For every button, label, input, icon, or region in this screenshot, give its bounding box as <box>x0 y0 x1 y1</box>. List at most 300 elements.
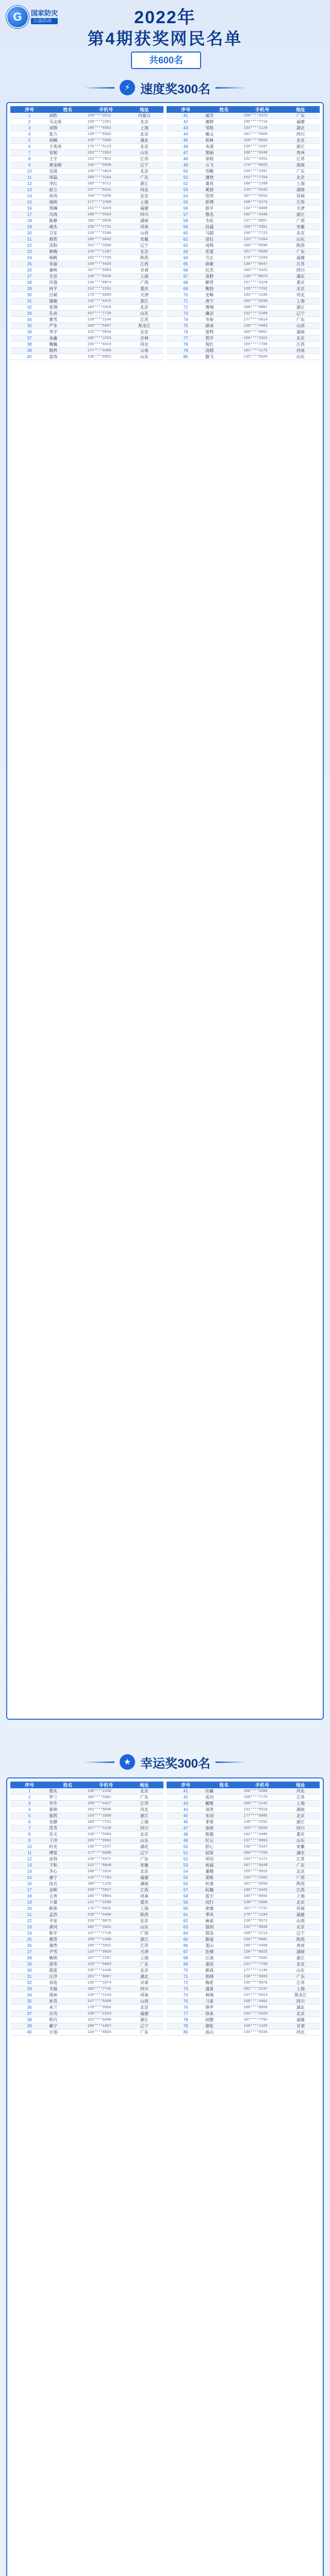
cell-phone: 135****5546 <box>243 354 282 360</box>
cell-no: 53 <box>167 1862 205 1869</box>
cell-phone: 187****5548 <box>243 1862 282 1869</box>
cell-no: 78 <box>167 2017 205 2023</box>
cell-phone: 155****6629 <box>243 1825 282 1832</box>
cell-phone: 189****5587 <box>87 323 125 329</box>
cell-prov: 江西 <box>125 1887 163 1893</box>
cell-name: 乐天 <box>48 1832 87 1838</box>
cell-phone: 178****6605 <box>87 292 125 298</box>
cell-no: 63 <box>167 1924 205 1930</box>
cell-prov: 北京 <box>282 175 320 181</box>
cell-no: 57 <box>167 1887 205 1893</box>
cell-prov: 江西 <box>125 261 163 267</box>
cell-phone: 150****3337 <box>243 1844 282 1850</box>
cell-no: 73 <box>167 311 205 317</box>
cell-name: 许强 <box>48 280 87 286</box>
cell-prov: 安徽 <box>125 1862 163 1869</box>
cell-name: 蒋欣 <box>48 236 87 243</box>
table-row <box>167 1968 320 1974</box>
cell-prov: 河北 <box>282 2029 320 2036</box>
cell-name: 奚蓉 <box>205 187 243 193</box>
cell-name: 臧宁 <box>48 2023 87 2029</box>
cell-no: 15 <box>10 1875 48 1881</box>
table-row <box>10 329 163 335</box>
cell-prov: 江苏 <box>282 1980 320 1986</box>
table-row <box>10 298 163 304</box>
cell-phone: 152****7764 <box>243 175 282 181</box>
table-row <box>10 193 163 199</box>
table-row <box>167 224 320 230</box>
cell-no: 5 <box>10 1813 48 1819</box>
cell-prov: 上海 <box>282 1986 320 1992</box>
cell-phone: 136****4426 <box>243 1887 282 1893</box>
cell-no: 8 <box>10 156 48 162</box>
cell-prov: 甘肃 <box>125 1980 163 1986</box>
cell-no: 66 <box>167 267 205 274</box>
table-row <box>167 311 320 317</box>
cell-no: 35 <box>10 1998 48 2005</box>
cell-prov: 江苏 <box>282 261 320 267</box>
cell-no: 79 <box>167 2023 205 2029</box>
cell-name: 刘欣 <box>48 113 87 119</box>
cell-no: 74 <box>167 1992 205 1998</box>
cell-phone: 182****2247 <box>243 1986 282 1992</box>
cell-phone: 188****2214 <box>243 1930 282 1937</box>
cell-phone: 155****9970 <box>243 1980 282 1986</box>
column-header-no: 序号 <box>167 106 205 113</box>
cell-prov: 北京 <box>125 168 163 175</box>
table-row <box>10 119 163 125</box>
column-header-name: 姓名 <box>48 106 87 113</box>
cell-name: 倪红 <box>205 342 243 348</box>
cell-prov: 山东 <box>125 1838 163 1844</box>
cell-name: 尤佳 <box>48 274 87 280</box>
table-row <box>167 131 320 138</box>
cell-prov: 湖南 <box>282 329 320 335</box>
table-row <box>10 1788 163 1794</box>
cell-prov: 福建 <box>282 1912 320 1918</box>
cell-no: 34 <box>10 317 48 323</box>
cell-no: 22 <box>10 243 48 249</box>
cell-phone: 187****7792 <box>243 2017 282 2023</box>
title-decor-left <box>84 1761 114 1763</box>
table-row <box>167 206 320 212</box>
cell-phone: 189****5552 <box>87 1943 125 1949</box>
table-row <box>167 181 320 187</box>
cell-prov: 山东 <box>282 236 320 243</box>
cell-phone: 181****1175 <box>243 348 282 354</box>
cell-phone: 183****3318 <box>87 304 125 311</box>
table-row <box>167 236 320 243</box>
cell-prov: 湖北 <box>282 274 320 280</box>
cell-phone: 185****7716 <box>243 119 282 125</box>
cell-prov: 重庆 <box>125 286 163 292</box>
cell-no: 12 <box>10 181 48 187</box>
cell-name: 唐宁 <box>205 298 243 304</box>
cell-phone: 135****4430 <box>87 1968 125 1974</box>
cell-name: 邹凯 <box>205 125 243 131</box>
table-row <box>10 144 163 150</box>
cell-phone: 133****3309 <box>87 1813 125 1819</box>
table-row <box>10 218 163 224</box>
table-row <box>10 311 163 317</box>
cell-prov: 四川 <box>282 131 320 138</box>
cell-no: 73 <box>167 1986 205 1992</box>
cell-no: 36 <box>10 329 48 335</box>
table-row <box>167 156 320 162</box>
cell-name: 薛冰 <box>205 323 243 329</box>
cell-phone: 178****2209 <box>243 255 282 261</box>
cell-name: 云飞 <box>205 162 243 168</box>
cell-prov: 江苏 <box>125 1943 163 1949</box>
cell-no: 16 <box>10 1881 48 1887</box>
cell-name: 皮特 <box>48 1856 87 1862</box>
cell-phone: 157****7720 <box>87 311 125 317</box>
table-row <box>167 1862 320 1869</box>
cell-prov: 湖南 <box>125 218 163 224</box>
cell-name: 庞统 <box>205 1825 243 1832</box>
cell-no: 54 <box>167 1869 205 1875</box>
cell-phone: 134****6681 <box>243 1937 282 1943</box>
cell-no: 18 <box>10 218 48 224</box>
winners-column <box>167 106 320 360</box>
cell-no: 62 <box>167 243 205 249</box>
cell-phone: 157****5589 <box>87 1998 125 2005</box>
cell-name: 路遥 <box>205 1937 243 1943</box>
cell-no: 41 <box>167 1788 205 1794</box>
cell-phone: 137****7718 <box>87 1930 125 1937</box>
cell-name: 娄山 <box>205 1943 243 1949</box>
cell-name: 马超 <box>205 230 243 236</box>
cell-phone: 131****5519 <box>243 1807 282 1813</box>
table-row <box>167 218 320 224</box>
cell-prov: 重庆 <box>282 280 320 286</box>
page-title: 第4期获奖网民名单 <box>87 29 243 48</box>
cell-name: 危楼 <box>205 1949 243 1955</box>
table-row <box>10 1906 163 1912</box>
table-row <box>167 2029 320 2036</box>
cell-name: 傅雷 <box>48 1850 87 1856</box>
table-row <box>10 1918 163 1924</box>
cell-prov: 北京 <box>125 1832 163 1838</box>
cell-name: 杜甫 <box>205 1881 243 1887</box>
cell-prov: 湖南 <box>282 1807 320 1813</box>
table-row <box>167 267 320 274</box>
table-row <box>167 175 320 181</box>
table-row <box>167 342 320 348</box>
table-row <box>10 1937 163 1943</box>
cell-name: 柳青 <box>205 280 243 286</box>
cell-phone: 188****3316 <box>87 1869 125 1875</box>
cell-prov: 辽宁 <box>125 1850 163 1856</box>
cell-name: 尹雪 <box>48 1949 87 1955</box>
cell-phone: 177****4408 <box>87 348 125 354</box>
table-row <box>10 304 163 311</box>
cell-no: 24 <box>10 1930 48 1937</box>
cell-name: 项羽 <box>205 1856 243 1862</box>
cell-no: 6 <box>10 144 48 150</box>
table-row <box>10 1838 163 1844</box>
table-row <box>167 335 320 342</box>
table-row <box>10 175 163 181</box>
table-row <box>167 249 320 255</box>
cell-prov: 上海 <box>282 298 320 304</box>
cell-no: 2 <box>10 119 48 125</box>
cell-prov: 上海 <box>125 274 163 280</box>
cell-no: 43 <box>167 125 205 131</box>
cell-no: 55 <box>167 199 205 206</box>
cell-prov: 浙江 <box>125 1937 163 1943</box>
cell-phone: 186****9020 <box>87 218 125 224</box>
cell-name: 徐来 <box>205 2011 243 2017</box>
cell-prov: 山西 <box>282 323 320 329</box>
cell-prov: 广西 <box>125 1930 163 1937</box>
cell-phone: 133****7821 <box>87 156 125 162</box>
cell-name: 华宇 <box>48 329 87 335</box>
cell-prov: 辽宁 <box>282 1930 320 1937</box>
cell-prov: 北京 <box>282 1900 320 1906</box>
cell-no: 14 <box>10 193 48 199</box>
cell-name: 窦丽 <box>205 150 243 156</box>
cell-name: 殷实 <box>48 1788 87 1794</box>
cell-phone: 185****8893 <box>243 1893 282 1900</box>
table-row <box>10 2029 163 2036</box>
section-title-speed-text: 速度奖300名 <box>140 82 211 96</box>
cell-name: 费翔 <box>205 304 243 311</box>
cell-prov: 北京 <box>282 335 320 342</box>
table-row <box>167 162 320 168</box>
cell-no: 10 <box>10 1844 48 1850</box>
cell-no: 20 <box>10 1906 48 1912</box>
table-row <box>10 261 163 267</box>
winners-table <box>167 106 320 360</box>
table-row <box>10 1998 163 2005</box>
table-row <box>10 230 163 236</box>
cell-no: 52 <box>167 181 205 187</box>
lucky-winners-panel <box>6 1777 324 2576</box>
table-row <box>10 1819 163 1825</box>
cell-no: 49 <box>167 1838 205 1844</box>
cell-no: 47 <box>167 150 205 156</box>
table-row <box>167 1881 320 1887</box>
cell-name: 郭靖 <box>205 1974 243 1980</box>
cell-name: 曹雪 <box>48 317 87 323</box>
cell-prov: 湖北 <box>282 125 320 131</box>
cell-phone: 178****9956 <box>87 2005 125 2011</box>
cell-phone: 139****7762 <box>243 286 282 292</box>
table-row <box>10 1930 163 1937</box>
cell-phone: 139****8562 <box>87 131 125 138</box>
cell-prov: 山西 <box>125 230 163 236</box>
cell-prov: 山东 <box>282 1968 320 1974</box>
cell-prov: 北京 <box>282 2011 320 2017</box>
cell-phone: 150****4481 <box>243 1998 282 2005</box>
cell-prov: 河南 <box>125 1992 163 1998</box>
table-row <box>167 1937 320 1943</box>
cell-prov: 广东 <box>125 2029 163 2036</box>
cell-phone: 177****9985 <box>243 1813 282 1819</box>
cell-name: 贺岁 <box>205 335 243 342</box>
cell-phone: 138****8862 <box>87 354 125 360</box>
cell-no: 25 <box>10 1937 48 1943</box>
cell-no: 75 <box>167 323 205 329</box>
table-row <box>10 2023 163 2029</box>
table-row <box>167 292 320 298</box>
cell-prov: 辽宁 <box>282 311 320 317</box>
cell-name: 罗兰 <box>48 1794 87 1801</box>
cell-phone: 130****8873 <box>243 274 282 280</box>
cell-name: 宋词 <box>205 1813 243 1819</box>
table-row <box>10 317 163 323</box>
cell-prov: 山东 <box>125 311 163 317</box>
cell-name: 吴晨 <box>48 168 87 175</box>
cell-no: 79 <box>167 348 205 354</box>
cell-name: 张翔 <box>48 304 87 311</box>
cell-name: 纪元 <box>205 1838 243 1844</box>
cell-prov: 江西 <box>282 1887 320 1893</box>
table-row <box>167 1825 320 1832</box>
cell-name: 岑参 <box>205 317 243 323</box>
cell-prov: 浙江 <box>125 298 163 304</box>
cell-phone: 159****9943 <box>243 138 282 144</box>
cell-name: 杨帆 <box>48 255 87 261</box>
cell-phone: 185****4415 <box>243 267 282 274</box>
cell-no: 71 <box>167 298 205 304</box>
cell-phone: 186****3392 <box>243 1955 282 1961</box>
table-row <box>167 348 320 354</box>
cell-no: 25 <box>10 261 48 267</box>
cell-prov: 甘肃 <box>125 267 163 274</box>
cell-prov: 安徽 <box>282 224 320 230</box>
cell-no: 45 <box>167 1813 205 1819</box>
cell-no: 30 <box>10 292 48 298</box>
winners-table <box>10 1782 163 2036</box>
cell-phone: 150****3322 <box>243 335 282 342</box>
cell-phone: 150****1186 <box>87 1937 125 1943</box>
cell-prov: 江苏 <box>282 156 320 162</box>
cell-no: 9 <box>10 1838 48 1844</box>
cell-phone: 158****2261 <box>87 119 125 125</box>
cell-prov: 吉林 <box>125 335 163 342</box>
table-row <box>10 1869 163 1875</box>
cell-phone: 189****7704 <box>243 1850 282 1856</box>
table-row <box>167 304 320 311</box>
cell-name: 梁栋 <box>205 1875 243 1881</box>
cell-phone: 176****8825 <box>243 162 282 168</box>
cell-phone: 180****4458 <box>243 1943 282 1949</box>
cell-prov: 福建 <box>125 206 163 212</box>
table-row <box>10 1856 163 1862</box>
cell-name: 刁蛮 <box>205 1998 243 2005</box>
cell-name: 颜真 <box>205 1968 243 1974</box>
table-row <box>10 348 163 354</box>
cell-no: 44 <box>167 1807 205 1813</box>
table-row <box>10 1825 163 1832</box>
winners-table <box>167 1782 320 2036</box>
cell-phone: 135****5536 <box>243 2029 282 2036</box>
cell-phone: 133****3325 <box>243 2011 282 2017</box>
cell-phone: 159****9915 <box>243 1869 282 1875</box>
cell-name: 姜涛 <box>48 354 87 360</box>
cell-no: 32 <box>10 1980 48 1986</box>
cell-prov: 浙江 <box>282 144 320 150</box>
cell-prov: 北京 <box>282 1869 320 1875</box>
cell-prov: 安徽 <box>282 1844 320 1850</box>
table-row <box>167 1832 320 1838</box>
cell-name: 鲁迅 <box>205 212 243 218</box>
cell-prov: 天津 <box>125 1949 163 1955</box>
cell-no: 44 <box>167 131 205 138</box>
cell-name: 和平 <box>48 1930 87 1937</box>
cell-name: 贝壳 <box>48 2011 87 2017</box>
cell-name: 梅花 <box>205 1980 243 1986</box>
cell-no: 48 <box>167 1832 205 1838</box>
cell-no: 65 <box>167 1937 205 1943</box>
cell-no: 1 <box>10 1788 48 1794</box>
cell-prov: 广东 <box>282 317 320 323</box>
cell-no: 76 <box>167 2005 205 2011</box>
cell-phone: 132****2268 <box>243 311 282 317</box>
cell-name: 江南 <box>205 1955 243 1961</box>
cell-prov: 北京 <box>125 1968 163 1974</box>
cell-name: 廉洁 <box>205 311 243 317</box>
cell-no: 77 <box>167 2011 205 2017</box>
cell-no: 69 <box>167 286 205 292</box>
cell-prov: 河南 <box>282 348 320 354</box>
cell-prov: 甘肃 <box>282 2023 320 2029</box>
cell-name: 范伟 <box>205 193 243 199</box>
cell-name: 马文成 <box>48 119 87 125</box>
table-row <box>167 1949 320 1955</box>
table-row <box>10 131 163 138</box>
cell-no: 13 <box>10 187 48 193</box>
cell-name: 水清 <box>205 144 243 150</box>
cell-no: 50 <box>167 1844 205 1850</box>
table-row <box>167 1974 320 1980</box>
cell-no: 62 <box>167 1918 205 1924</box>
cell-name: 席慕 <box>205 1906 243 1912</box>
cell-prov: 广东 <box>125 1961 163 1968</box>
cell-name: 胡楠 <box>48 138 87 144</box>
cell-name: 卫东 <box>48 230 87 236</box>
cell-no: 80 <box>167 354 205 360</box>
cell-prov: 四川 <box>282 267 320 274</box>
cell-prov: 湖北 <box>282 1850 320 1856</box>
cell-name: 孔亮 <box>48 311 87 317</box>
cell-no: 23 <box>10 1924 48 1930</box>
cell-phone: 152****9948 <box>243 1924 282 1930</box>
cell-no: 48 <box>167 156 205 162</box>
cell-name: 毛毅 <box>48 1986 87 1992</box>
cell-name: 黄金刚 <box>48 162 87 168</box>
cell-name: 任杰 <box>205 267 243 274</box>
cell-no: 29 <box>10 286 48 292</box>
table-row <box>167 1875 320 1881</box>
cell-no: 29 <box>10 1961 48 1968</box>
cell-phone: 159****1169 <box>243 2023 282 2029</box>
column-header-phone: 手机号 <box>87 106 125 113</box>
cell-no: 51 <box>167 1850 205 1856</box>
cell-no: 17 <box>10 212 48 218</box>
cell-name: 滕飞 <box>205 354 243 360</box>
cell-no: 51 <box>167 175 205 181</box>
cell-name: 魏巍 <box>48 342 87 348</box>
cell-name: 钱明 <box>48 199 87 206</box>
table-row <box>10 1881 163 1887</box>
cell-prov: 浙江 <box>282 1819 320 1825</box>
cell-prov: 河南 <box>282 1906 320 1912</box>
cell-prov: 河南 <box>125 224 163 230</box>
cell-prov: 江苏 <box>125 1801 163 1807</box>
